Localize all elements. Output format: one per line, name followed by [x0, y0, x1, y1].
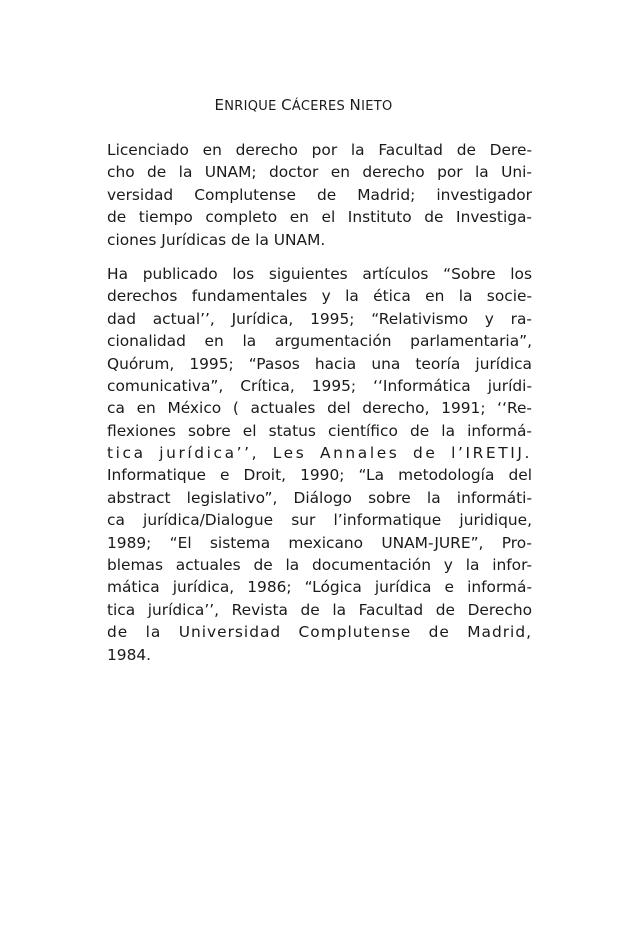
author-initial-second: C	[281, 96, 292, 114]
publications-line: flexiones sobre el status científico de la informá-	[107, 421, 532, 440]
publications-line: Informatique e Droit, 1990; “La metodología del	[107, 466, 532, 485]
bio-line: Licenciado en derecho por la Facultad de Dere-	[107, 141, 532, 159]
publications-line: derechos fundamentales y la ética en la socie-	[107, 287, 532, 306]
publications-line: blemas actuales de la documentación y la infor-	[107, 556, 532, 575]
author-second-rest: ÁCERES	[291, 99, 350, 114]
publications-line: comunicativa”, Crítica, 1995; ‘‘Informática jurídi-	[107, 376, 532, 395]
publications-line: Ha publicado los siguientes artículos “Sobre los	[107, 264, 532, 283]
bio-line: ciones Jurídicas de la UNAM.	[107, 230, 326, 249]
bio-line: cho de la UNAM; doctor en derecho por la Uni-	[107, 163, 532, 182]
publications-line: de la Universidad Complutense de Madrid,	[107, 623, 532, 642]
bio-paragraph	[107, 139, 532, 251]
publications-line: dad actual’’, Jurídica, 1995; “Relativismo y ra-	[107, 309, 532, 328]
publications-line: tica jurídica’’, Revista de la Facultad de Derecho	[107, 600, 532, 619]
publications-line: 1989; “El sistema mexicano UNAM-JURE”, Pro-	[107, 533, 532, 552]
author-first-rest: NRIQUE	[224, 99, 282, 114]
bio-line: versidad Complutense de Madrid; investigador	[107, 185, 532, 204]
publications-line: Quórum, 1995; “Pasos hacia una teoría jurídica	[107, 354, 532, 373]
publications-line: 1984.	[107, 645, 152, 664]
publications-line: tica jurídica’’, Les Annales de l’IRETIJ.	[107, 444, 532, 463]
bio-line: de tiempo completo en el Instituto de Investiga-	[107, 208, 532, 227]
author-third-rest: IETO	[361, 99, 393, 114]
publications-line: mática jurídica, 1986; “Lógica jurídica e informá-	[107, 578, 532, 597]
publications-line: ca jurídica/Dialogue sur l’informatique juridique,	[107, 511, 532, 530]
publications-paragraph	[107, 263, 532, 666]
author-initial-first: E	[214, 96, 225, 114]
page-body	[107, 96, 532, 678]
author-initial-third: N	[349, 96, 362, 114]
publications-line: ca en México ( actuales del derecho, 1991; ‘‘Re-	[107, 399, 532, 418]
author-name	[107, 96, 532, 114]
publications-line: cionalidad en la argumentación parlamentaria”,	[107, 332, 532, 351]
publications-line: abstract legislativo”, Diálogo sobre la informáti-	[107, 488, 532, 507]
